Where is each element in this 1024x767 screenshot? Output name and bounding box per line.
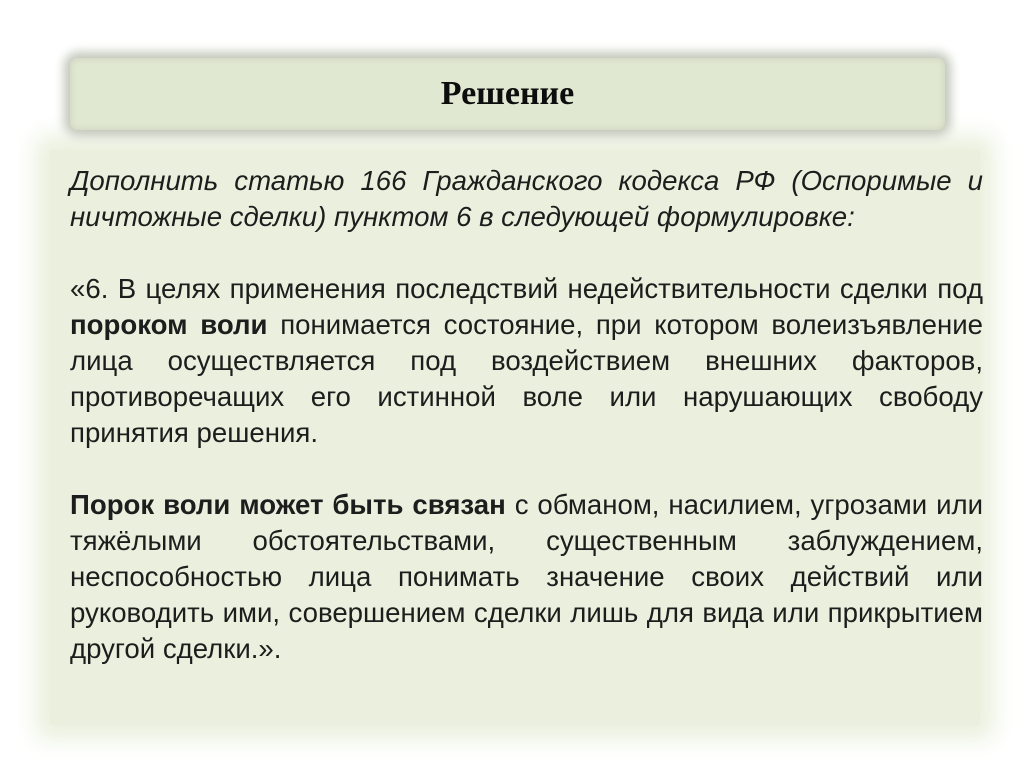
definition-term: пороком воли bbox=[70, 309, 268, 340]
causes-text: с обманом, насилием, угрозами или тяжёлыми обстоятельствами, существенным заблуждением, неспособностью лица понимать значение своих действий или руководить ими, совершением сделки лишь для вида или прикрытием другой сделки.». bbox=[70, 489, 984, 664]
title-bar bbox=[70, 58, 945, 130]
slide-content bbox=[70, 163, 983, 667]
definition-text-start: «6. В целях применения последствий недействительности сделки под bbox=[70, 273, 983, 304]
causes-paragraph bbox=[70, 487, 983, 667]
definition-paragraph bbox=[70, 271, 983, 451]
definition-text-end: понимается состояние, при котором волеизъявление лица осуществляется под воздействием внешних факторов, противоречащих его истинной воле или нарушающих свободу принятия решения. bbox=[70, 309, 984, 448]
slide-title: Решение bbox=[440, 75, 575, 112]
intro-paragraph: Дополнить статью 166 Гражданского кодекса РФ (Оспоримые и ничтожные сделки) пунктом 6 в следующей формулировке: bbox=[70, 165, 983, 232]
causes-lead: Порок воли может быть связан bbox=[70, 489, 506, 520]
